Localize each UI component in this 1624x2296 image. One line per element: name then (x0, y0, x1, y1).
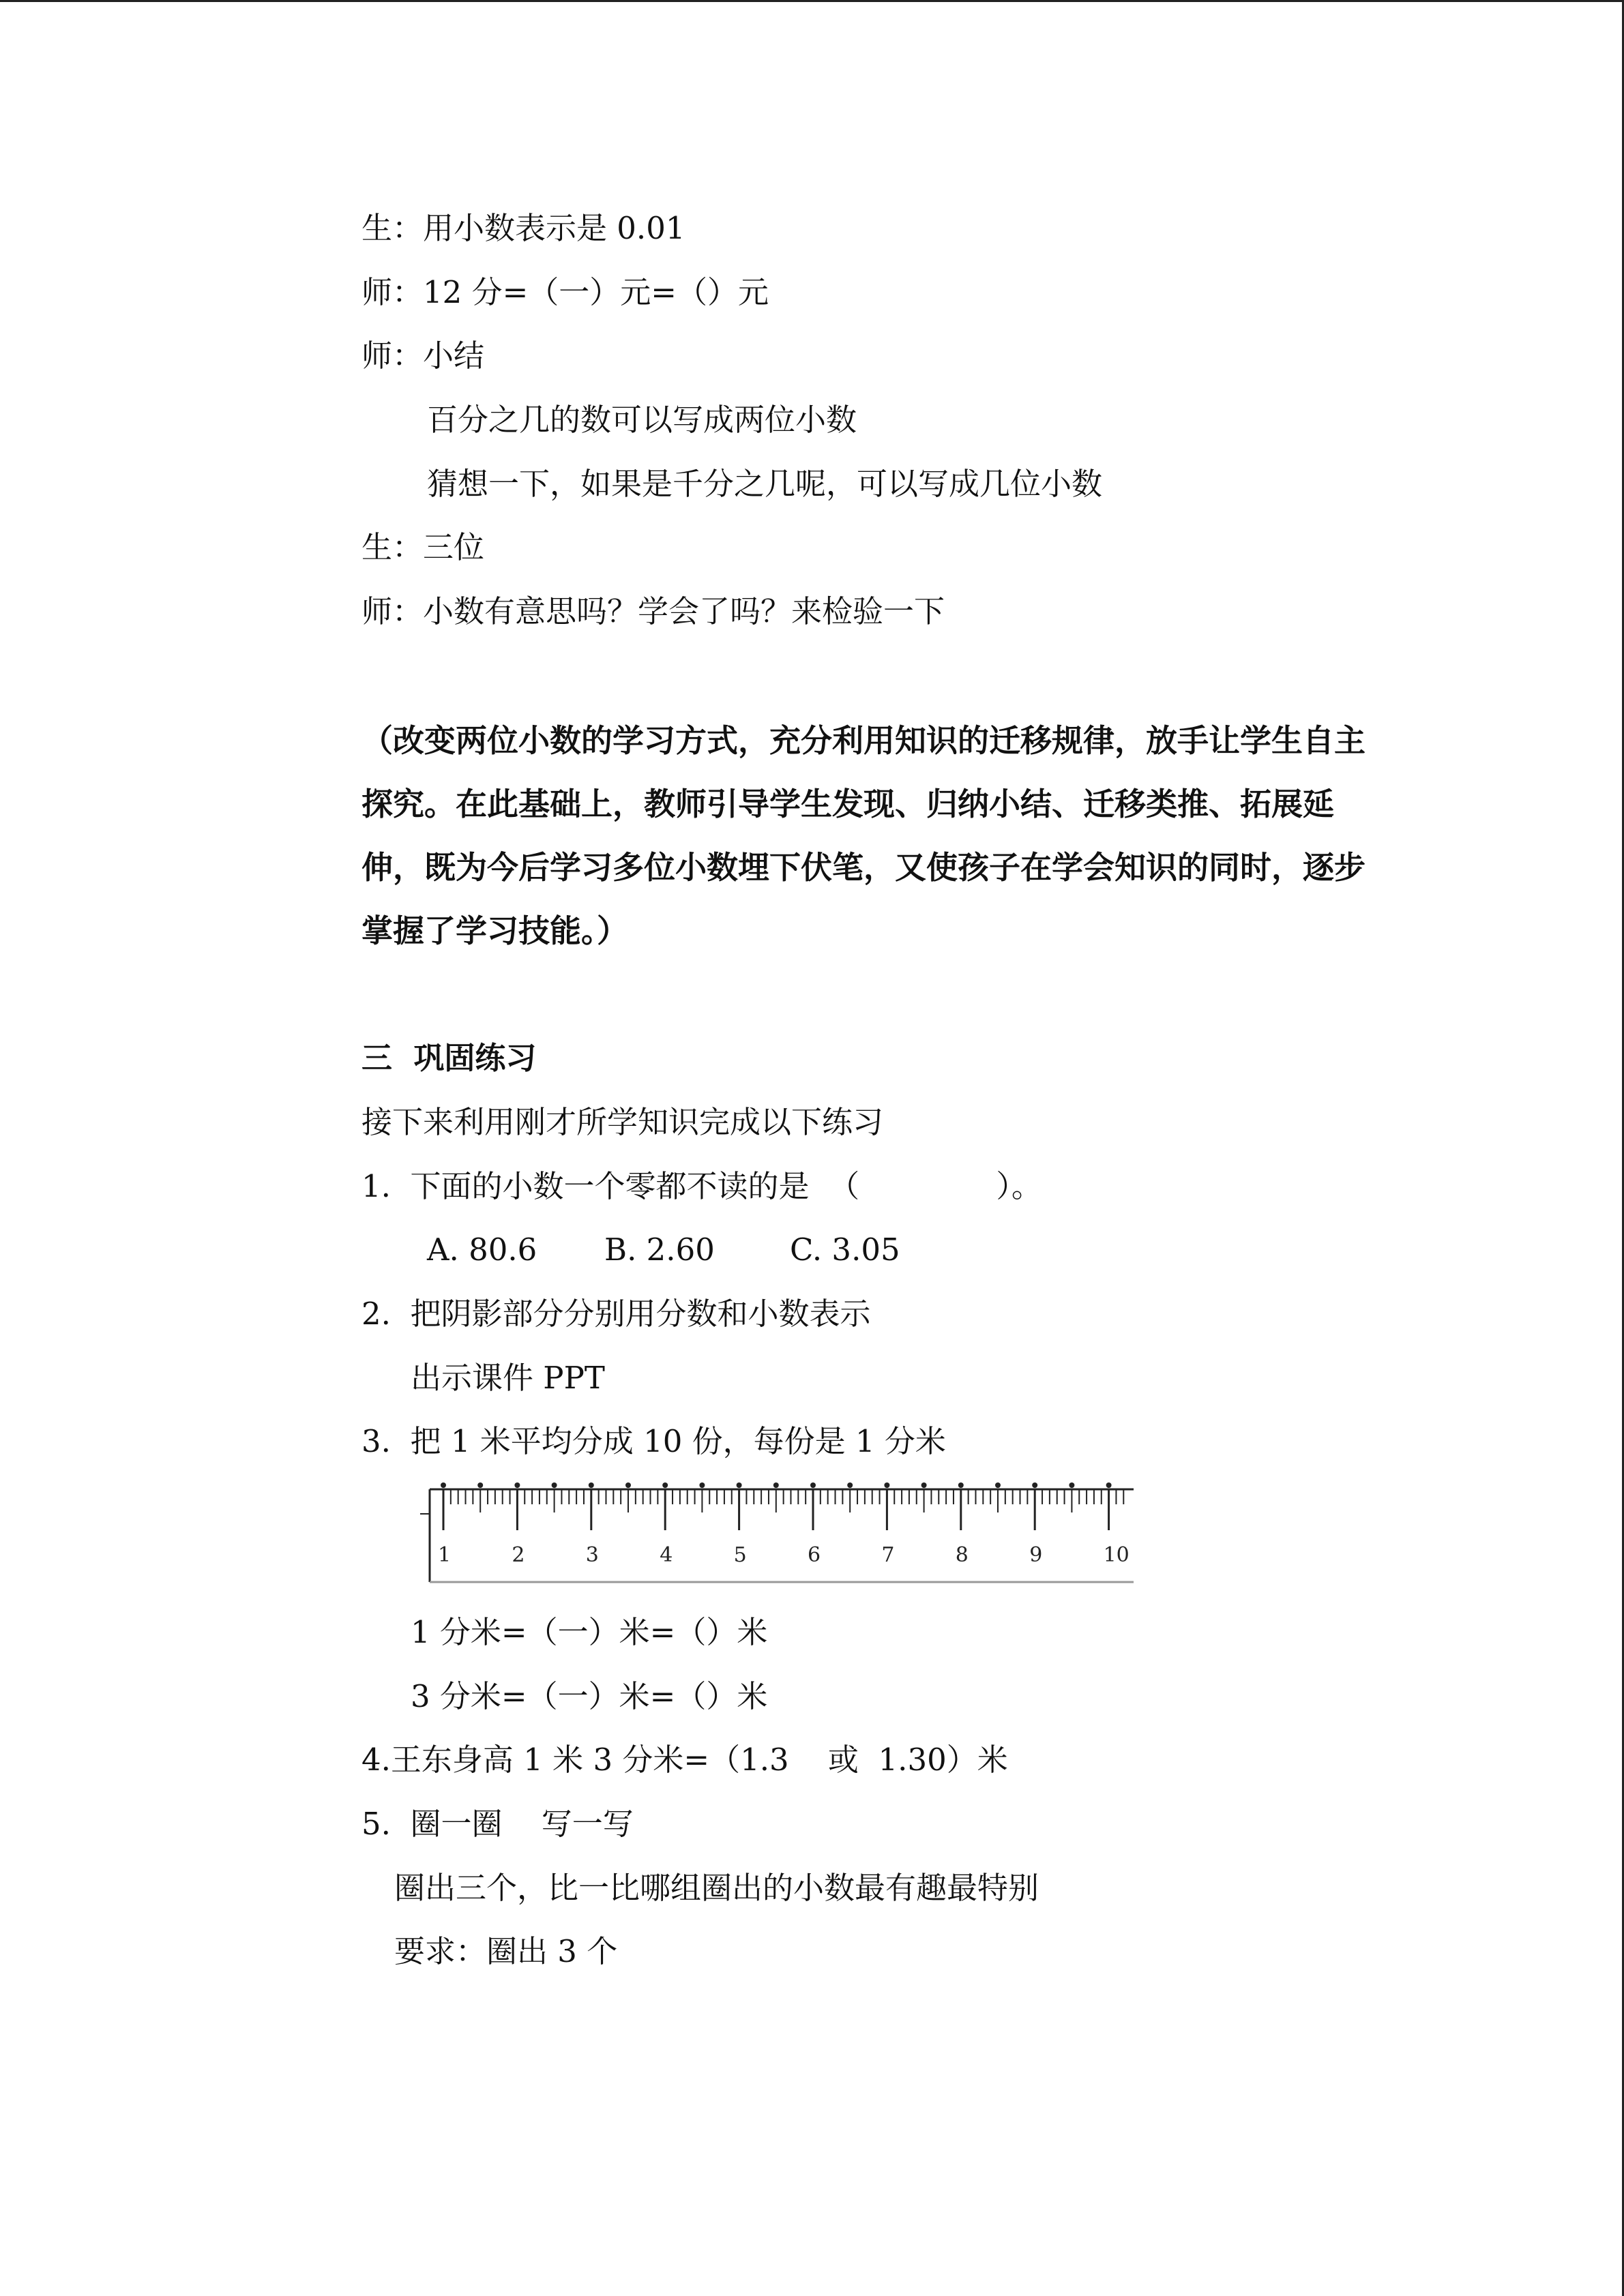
summary-line-1: 百分之几的数可以写成两位小数 (427, 402, 857, 438)
option-c: C. 3.05 (790, 1232, 900, 1268)
question-1: 1. 下面的小数一个零都不读的是 （ ）。 (361, 1168, 1042, 1204)
option-a: A. 80.6 (427, 1232, 537, 1268)
ruler-dot (699, 1482, 705, 1488)
section-intro: 接下来利用刚才所学知识完成以下练习 (361, 1104, 884, 1140)
question-5-line-a: 圈出三个，比一比哪组圈出的小数最有趣最特别 (394, 1870, 1039, 1906)
summary-line-2: 猜想一下，如果是千分之几呢，可以写成几位小数 (427, 466, 1103, 502)
ruler-dot (441, 1482, 446, 1488)
ruler-label: 10 (1103, 1543, 1130, 1567)
ruler-label: 5 (733, 1543, 747, 1567)
ruler-dot (625, 1482, 631, 1488)
teaching-note: （改变两位小数的学习方式，充分利用知识的迁移规律，放手让学生自主探究。在此基础上，教师引导学生发现、归纳小结、迁移类推、拓展延伸，既为今后学习多位小数埋下伏笔，又使孩子在学会知识的同时，逐步掌握了学习技能。） (361, 722, 1365, 949)
ruler-dot (847, 1482, 853, 1488)
question-3-line-b: 3 分米=（一）米=（）米 (411, 1678, 768, 1714)
ruler-dot (884, 1482, 889, 1488)
ruler-dot (1069, 1482, 1074, 1488)
ruler-dot (589, 1482, 594, 1488)
dialogue-line-4: 生：三位 (361, 529, 485, 565)
ruler-dot (995, 1482, 1001, 1488)
ruler-dot (552, 1482, 557, 1488)
ruler-label: 7 (881, 1543, 895, 1567)
ruler-label: 4 (660, 1543, 673, 1567)
question-4: 4.王东身高 1 米 3 分米=（1.3 或 1.30）米 (361, 1742, 1008, 1778)
ruler-label: 1 (438, 1543, 452, 1567)
ruler-dot (662, 1482, 668, 1488)
ruler-label: 2 (512, 1543, 525, 1567)
question-3-line-a: 1 分米=（一）米=（）米 (411, 1614, 768, 1650)
question-5: 5. 圈一圈 写一写 (361, 1806, 634, 1842)
ruler-dot (958, 1482, 964, 1488)
ruler-label: 3 (585, 1543, 599, 1567)
question-5-line-b: 要求：圈出 3 个 (394, 1933, 618, 1969)
ruler-dot (737, 1482, 742, 1488)
ruler-figure (417, 1480, 1140, 1589)
dialogue-line-1: 生：用小数表示是 0.01 (361, 210, 685, 246)
question-2: 2. 把阴影部分分别用分数和小数表示 (361, 1296, 871, 1332)
option-b: B. 2.60 (604, 1232, 715, 1268)
ruler-dot (1106, 1482, 1112, 1488)
ruler-dot (921, 1482, 927, 1488)
dialogue-line-3: 师：小结 (361, 338, 485, 374)
dialogue-line-5: 师：小数有意思吗？学会了吗？来检验一下 (361, 593, 945, 629)
ruler-ticks (420, 1482, 1134, 1582)
ruler-label: 6 (808, 1543, 821, 1567)
ruler-label: 9 (1029, 1543, 1043, 1567)
question-3: 3. 把 1 米平均分成 10 份，每份是 1 分米 (361, 1423, 946, 1459)
question-2-sub: 出示课件 PPT (411, 1360, 605, 1396)
ruler-dot (773, 1482, 779, 1488)
ruler-labels (438, 1543, 1130, 1567)
ruler-label: 8 (955, 1543, 969, 1567)
ruler-dot (1032, 1482, 1037, 1488)
dialogue-line-2: 师：12 分=（一）元=（）元 (361, 274, 769, 310)
ruler-dot (810, 1482, 816, 1488)
ruler-dot (514, 1482, 520, 1488)
section-title: 三 巩固练习 (361, 1040, 537, 1076)
ruler-dot (477, 1482, 483, 1488)
